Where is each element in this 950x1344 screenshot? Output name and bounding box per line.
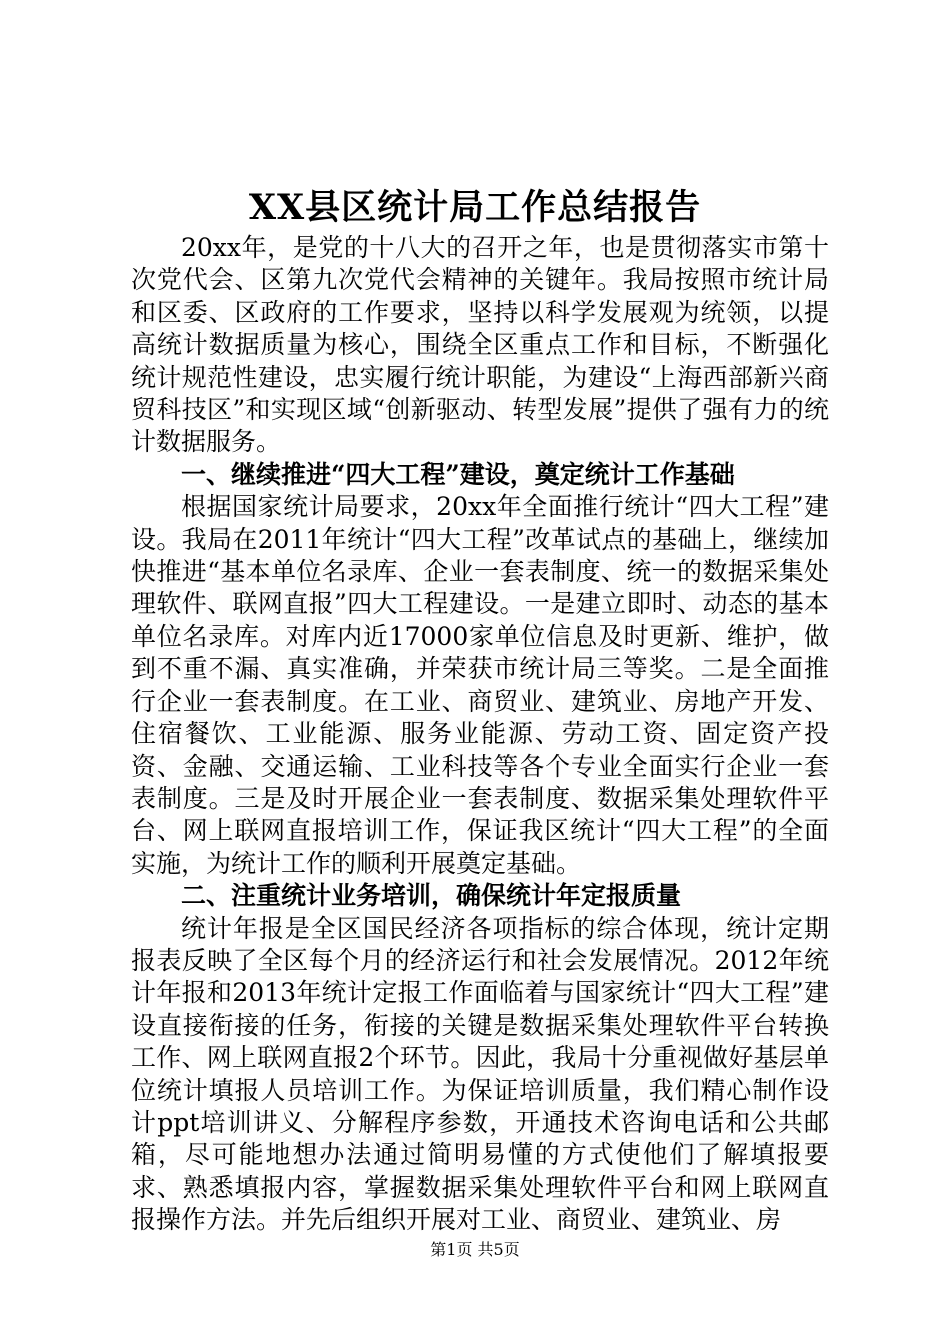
intro-paragraph: 20xx年，是党的十八大的召开之年，也是贯彻落实市第十次党代会、区第九次党代会精神的关键年。我局按照市统计局和区委、区政府的工作要求，坚持以科学发展观为统领，以提高统计数据质量为核心，围绕全区重点工作和目标，不断强化统计规范性建设，忠实履行统计职能，为建设“上海西部新兴商贸科技区”和实现区域“创新驱动、转型发展”提供了强有力的统计数据服务。: [131, 233, 829, 457]
document-title: XX县区统计局工作总结报告: [248, 187, 702, 228]
page-footer: 第1页 共5页: [430, 1240, 520, 1259]
section-paragraph-1: 根据国家统计局要求，20xx年全面推行统计“四大工程”建设。我局在2011年统计“四大工程”改革试点的基础上，继续加快推进“基本单位名录库、企业一套表制度、统一的数据采集处理软件、联网直报”四大工程建设。一是建立即时、动态的基本单位名录库。对库内近17000家单位信息及时更新、维护，做到不重不漏、真实准确，并荣获市统计局三等奖。二是全面推行企业一套表制度。在工业、商贸业、建筑业、房地产开发、住宿餐饮、工业能源、服务业能源、劳动工资、固定资产投资、金融、交通运输、工业科技等各个专业全面实行企业一套表制度。三是及时开展企业一套表制度、数据采集处理软件平台、网上联网直报培训工作，保证我区统计“四大工程”的全面实施，为统计工作的顺利开展奠定基础。: [131, 492, 829, 878]
document-body: [131, 232, 829, 1237]
section-paragraph-2: 统计年报是全区国民经济各项指标的综合体现，统计定期报表反映了全区每个月的经济运行和社会发展情况。2012年统计年报和2013年统计定报工作面临着与国家统计“四大工程”建设直接衔接的任务，衔接的关键是数据采集处理软件平台转换工作、网上联网直报2个环节。因此，我局十分重视做好基层单位统计填报人员培训工作。为保证培训质量，我们精心制作设计ppt培训讲义、分解程序参数，开通技术咨询电话和公共邮箱，尽可能地想办法通过简明易懂的方式使他们了解填报要求、熟悉填报内容，掌握数据采集处理软件平台和网上联网直报操作方法。并先后组织开展对工业、商贸业、建筑业、房: [131, 913, 829, 1235]
section-heading-1: 一、继续推进“四大工程”建设，奠定统计工作基础: [181, 459, 735, 489]
section-heading-2: 二、注重统计业务培训，确保统计年定报质量: [181, 881, 682, 911]
